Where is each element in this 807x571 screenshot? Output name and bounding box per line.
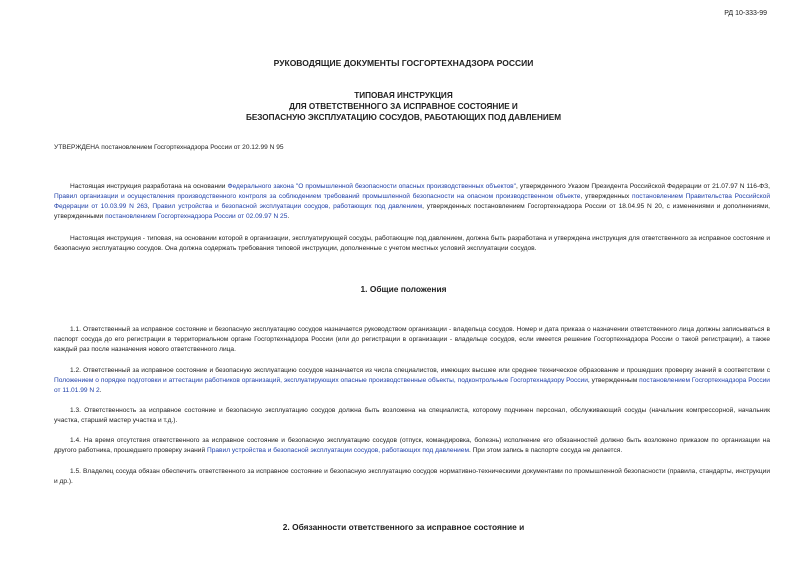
p12-text-b: , утвержденным	[587, 377, 640, 384]
title-line-2: ДЛЯ ОТВЕТСТВЕННОГО ЗА ИСПРАВНОЕ СОСТОЯНИЕ И	[289, 102, 518, 111]
intro-text-e: , утвержденных постановлением Госгортехнадзора России от 18.04.95 N 20, с изменениями и дополнениями, утвержденными	[54, 203, 770, 220]
intro-text-a: Настоящая инструкция разработана на основании	[70, 183, 228, 190]
p14-text-b: . При этом запись в паспорте сосуда не делается.	[469, 447, 623, 454]
p12-text-a: 1.2. Ответственный за исправное состояние и безопасную эксплуатацию сосудов назначается из числа специалистов, имеющих высшее или среднее техническое образование и прошедших проверку знаний в соответствии с	[70, 367, 770, 374]
intro-text-b: , утвержденного Указом Президента Российской Федерации от 21.07.97 N 116-ФЗ,	[516, 183, 770, 190]
paragraph-1-4	[54, 436, 770, 456]
paragraph-1-1: 1.1. Ответственный за исправное состояние и безопасную эксплуатацию сосудов назначается руководством организации - владельца сосудов. Номер и дата приказа о назначении ответственного лица должны записываться в паспорт сосуда до его регистрации в территориальном органе Госгортехнадзора России (или до регистрации в организации - владельце сосудов, если имеется решение Госгортехнадзора России о такой регистрации), а также каждый раз после назначения нового ответственного лица.	[54, 326, 770, 353]
paragraph-1-2	[54, 366, 770, 396]
section-2-heading: 2. Обязанности ответственного за исправное состояние и	[282, 522, 525, 532]
paragraph-1-3: 1.3. Ответственность за исправное состояние и безопасную эксплуатацию сосудов должна быть возложена на специалиста, которому подчинен персонал, обслуживающий сосуды (начальник компрессорной, начальник участка, старший мастер участка и т.д.).	[54, 407, 770, 424]
title-line-1: ТИПОВАЯ ИНСТРУКЦИЯ	[354, 91, 453, 100]
paragraph-1-5: 1.5. Владелец сосуда обязан обеспечить ответственного за исправное состояние и безопасную эксплуатацию сосудов нормативно-техническими документами по промышленной безопасности (правила, стандарты, инструкции и др.).	[54, 468, 770, 485]
intro-paragraph-2: Настоящая инструкция - типовая, на основании которой в организации, эксплуатирующей сосуды, работающие под давлением, должна быть разработана и утверждена инструкция для ответственного за исправное состояние и безопасную эксплуатацию сосудов. Она должна содержать требования типовой инструкции, дополненные с учетом местных условий эксплуатации сосудов.	[54, 235, 770, 252]
link-attestation-regulation[interactable]: Положением о порядке подготовки и аттестации работников организаций, эксплуатирующих опасные производственные объекты, подконтрольные Госгортехнадзору России	[54, 377, 588, 384]
intro-text-c: , утвержденных	[580, 193, 633, 200]
approval-note: УТВЕРЖДЕНА постановлением Госгортехнадзора России от 20.12.99 N 95	[54, 144, 284, 151]
link-federal-law[interactable]: Федерального закона "О промышленной безопасности опасных производственных объектов"	[227, 183, 517, 190]
document-code: РД 10-333-99	[724, 10, 767, 17]
org-title: РУКОВОДЯЩИЕ ДОКУМЕНТЫ ГОСГОРТЕХНАДЗОРА РОССИИ	[273, 58, 534, 68]
intro-paragraph-1	[54, 182, 770, 222]
link-control-rules[interactable]: Правил организации и осуществления производственного контроля за соблюдением требований промышленной безопасности на опасном производственном объекте	[54, 193, 581, 200]
title-line-3: БЕЗОПАСНУЮ ЭКСПЛУАТАЦИЮ СОСУДОВ, РАБОТАЮЩИХ ПОД ДАВЛЕНИЕМ	[245, 113, 562, 122]
document-title	[0, 90, 807, 123]
intro-text-d: ,	[147, 203, 153, 210]
p12-text-c: .	[99, 387, 102, 394]
section-1-heading: 1. Общие положения	[360, 284, 447, 294]
p14-text-a: 1.4. На время отсутствия ответственного за исправное состояние и безопасную эксплуатацию сосудов (отпуск, командировка, болезнь) исполнение его обязанностей должно быть возложено приказом по организации на другого работника, прошедшего проверку знаний	[54, 437, 770, 454]
link-gosgortekhnadzor-decree-25[interactable]: постановлением Госгортехнадзора России от 02.09.97 N 25	[105, 213, 288, 220]
link-gosgortekhnadzor-decree-2[interactable]: постановлением Госгортехнадзора России от 11.01.99 N 2	[54, 377, 770, 394]
intro-text-f: .	[287, 213, 290, 220]
link-government-decree[interactable]: постановлением Правительства Российской Федерации от 10.03.99 N 263	[54, 193, 770, 210]
link-vessel-rules-2[interactable]: Правил устройства и безопасной эксплуатации сосудов, работающих под давлением	[206, 447, 470, 454]
link-vessel-rules[interactable]: Правил устройства и безопасной эксплуатации сосудов, работающих под давлением	[152, 203, 423, 210]
